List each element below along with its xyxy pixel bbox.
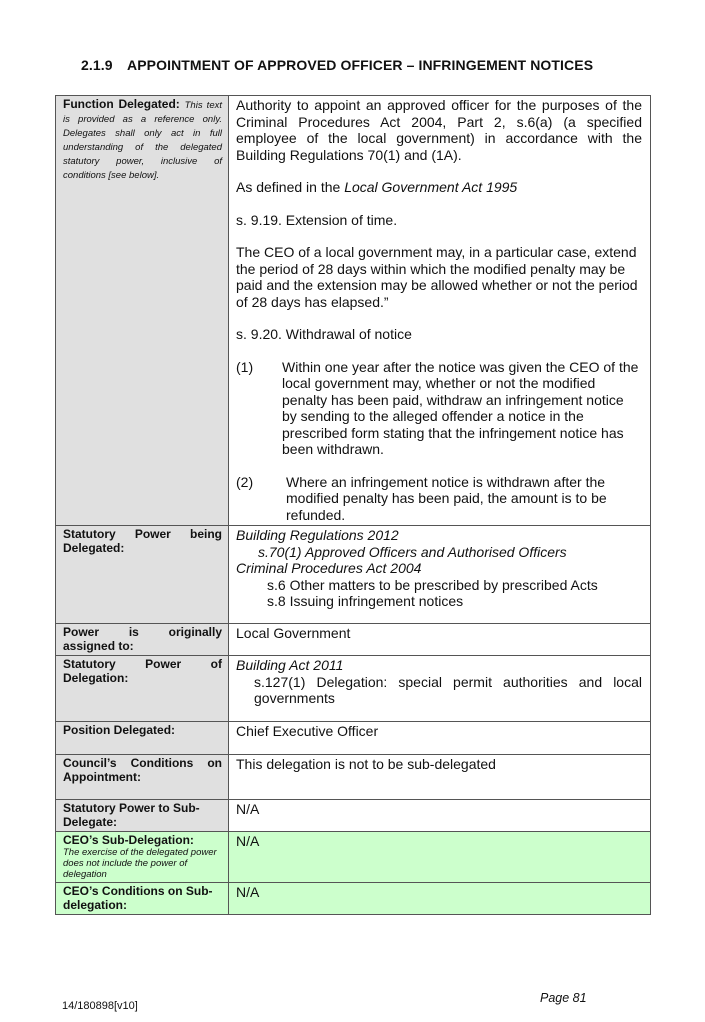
- row-position: [56, 722, 651, 755]
- list-item-text: Where an infringement notice is withdrawn after the modified penalty has been paid, the amount is to be refunded.: [286, 473, 607, 523]
- act2-title: Criminal Procedures Act 2004: [236, 560, 422, 576]
- position-label: Position Delegated:: [56, 722, 229, 755]
- ceo-subdelegation-note: The exercise of the delegated power does not include the power of delegation: [63, 847, 217, 880]
- power-to-subdelegate-value: N/A: [229, 800, 651, 832]
- defined-act: Local Government Act 1995: [344, 179, 518, 195]
- defined-prefix: As defined in the: [236, 179, 345, 195]
- ceo-subdelegation-label-cell: [56, 832, 229, 883]
- power-assigned-label: Power is originally assigned to:: [56, 624, 229, 656]
- row-function-delegated: [56, 96, 651, 526]
- statutory-delegation-label: Statutory Power of Delegation:: [56, 656, 229, 722]
- row-power-assigned: [56, 624, 651, 656]
- row-ceo-subdelegation: [56, 832, 651, 883]
- row-statutory-delegation: [56, 656, 651, 722]
- s919-text: The CEO of a local government may, in a particular case, extend the period of 28 days within which the modified penalty may be paid and the extension may be allowed whether or not the period of 28 days has elapsed.”: [236, 244, 638, 310]
- page-number: Page 81: [540, 991, 587, 1005]
- statutory-power-value-cell: [229, 526, 651, 624]
- function-intro: Authority to appoint an approved officer for the purposes of the Criminal Procedures Act 2004, Part 2, s.6(a) (a specified employee of the local government) in accordance with the Building Regulations 70(1) and (1A).: [236, 97, 642, 163]
- delegation-act: Building Act 2011: [236, 657, 344, 673]
- act1-section: s.70(1) Approved Officers and Authorised Officers: [258, 543, 567, 560]
- function-delegated-value-cell: [229, 96, 651, 526]
- function-delegated-label: Function Delegated:: [63, 97, 180, 111]
- ceo-subdelegation-label: CEO’s Sub-Delegation:: [63, 833, 194, 847]
- s919-title: s. 9.19. Extension of time.: [236, 211, 398, 228]
- section-number: 2.1.9: [81, 57, 113, 73]
- council-conditions-label: Council’s Conditions on Appointment:: [56, 755, 229, 800]
- document-reference: 14/180898[v10]: [62, 1000, 138, 1012]
- statutory-delegation-value-cell: [229, 656, 651, 722]
- delegation-table: [55, 95, 651, 915]
- row-power-to-subdelegate: [56, 800, 651, 832]
- council-conditions-value: This delegation is not to be sub-delegated: [229, 755, 651, 800]
- power-to-subdelegate-label: Statutory Power to Sub-Delegate:: [56, 800, 229, 832]
- section-title: APPOINTMENT OF APPROVED OFFICER – INFRINGEMENT NOTICES: [127, 57, 594, 73]
- act2-section: s.6 Other matters to be prescribed by prescribed Acts: [267, 576, 598, 593]
- power-assigned-value: Local Government: [229, 624, 651, 656]
- function-delegated-label-cell: [56, 96, 229, 526]
- act1-title: Building Regulations 2012: [236, 527, 399, 543]
- list-item: [236, 474, 642, 524]
- section-heading: [81, 57, 593, 73]
- act2-section: s.8 Issuing infringement notices: [267, 593, 464, 609]
- ceo-conditions-label: CEO’s Conditions on Sub-delegation:: [56, 883, 229, 915]
- row-ceo-conditions: [56, 883, 651, 915]
- list-item-number: (2): [236, 473, 254, 490]
- function-delegated-note: This text is provided as a reference only. Delegates shall only act in full understanding of the delegated statutory power, inclusive of conditions [see below].: [63, 100, 222, 181]
- list-item-number: (1): [236, 358, 254, 375]
- row-statutory-power: [56, 526, 651, 624]
- ceo-subdelegation-value: N/A: [229, 832, 651, 883]
- ceo-conditions-value: N/A: [229, 883, 651, 915]
- row-council-conditions: [56, 755, 651, 800]
- delegation-section: s.127(1) Delegation: special permit authorities and local governments: [254, 673, 642, 706]
- statutory-power-label: Statutory Power being Delegated:: [56, 526, 229, 624]
- list-item-text: Within one year after the notice was given the CEO of the local government may, whether or not the modified penalty has been paid, withdraw an infringement notice by sending to the alleged offender a notice in the prescribed form stating that the infringement notice has been withdrawn.: [282, 358, 639, 457]
- defined-as: [236, 179, 642, 196]
- list-item: [236, 359, 642, 458]
- position-value: Chief Executive Officer: [229, 722, 651, 755]
- s920-title: s. 9.20. Withdrawal of notice: [236, 326, 412, 342]
